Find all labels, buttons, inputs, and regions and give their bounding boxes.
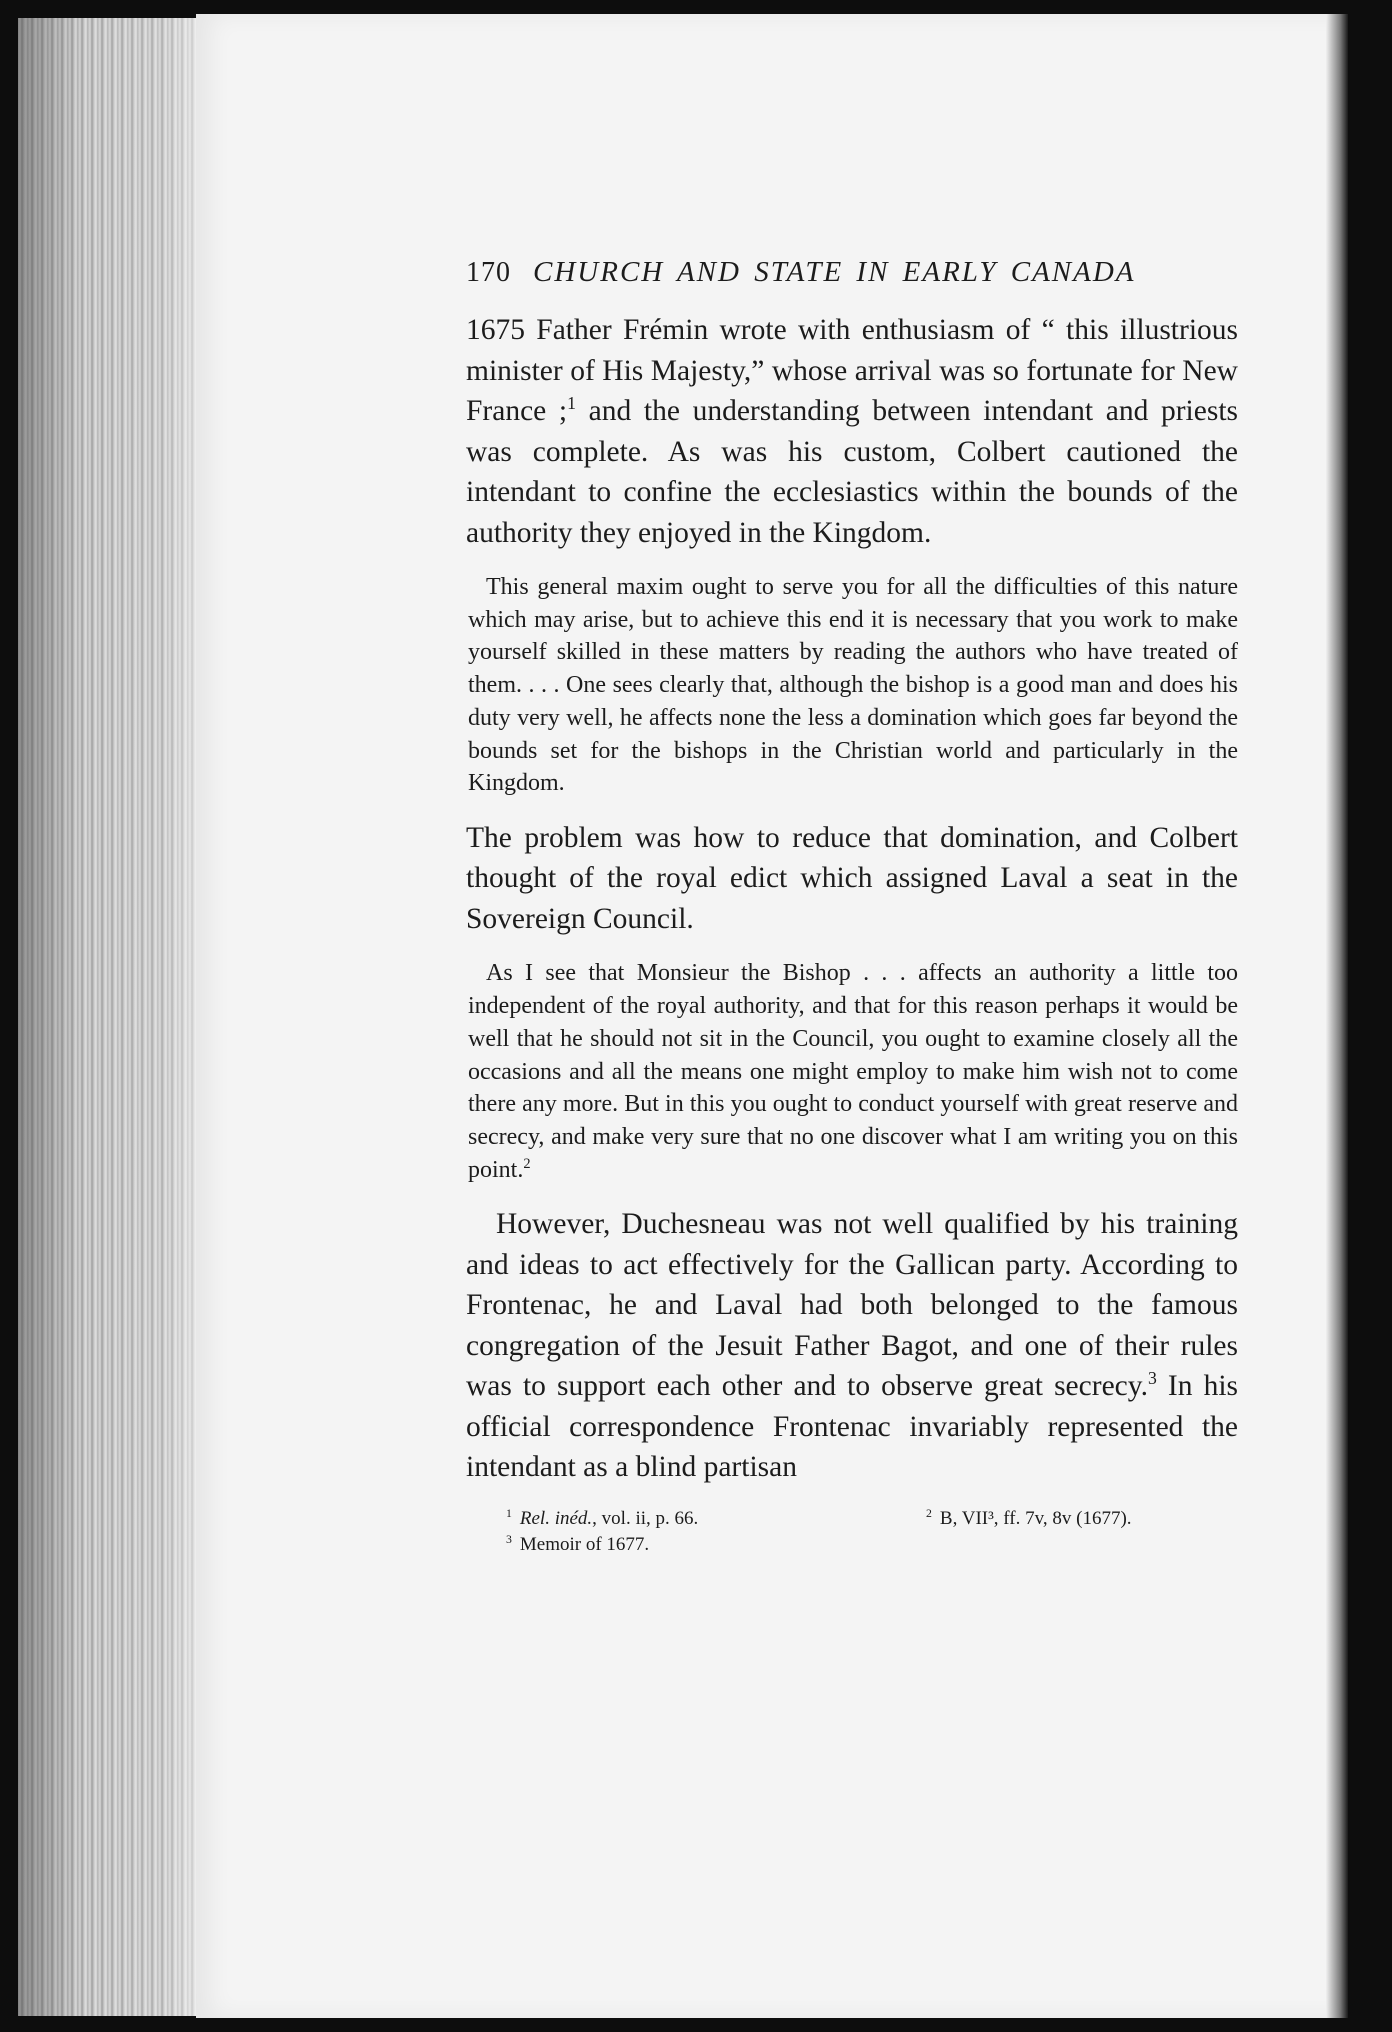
paragraph-3-text-b: In his official correspondence Frontenac invariably represented the intendant as a blind partisan <box>466 1370 1239 1484</box>
footnote-1 <box>466 1506 886 1532</box>
footnote-ref-1: 1 <box>567 393 576 414</box>
footnote-3-mark: 3 <box>506 1532 512 1546</box>
footnote-3 <box>466 1532 886 1558</box>
footnote-3-text: Memoir of 1677. <box>519 1533 650 1555</box>
page-number: 170 <box>466 257 511 288</box>
book-page-edges <box>18 18 200 2016</box>
footnotes <box>466 1506 1238 1558</box>
block-quote-1: This general maxim ought to serve you for all the difficulties of this nature which may arise, but to achieve this end it is necessary that you work to make yourself skilled in these matters by reading the authors who have treated of them. . . . One sees clearly that, although the bishop is a good man and does his duty very well, he affects none the less a domination which goes far beyond the bounds set for the bishops in the Christian world and particularly in the Kingdom. <box>468 574 1238 797</box>
footnote-ref-3: 3 <box>1147 1368 1157 1389</box>
paragraph-3-text-a: However, Duchesneau was not well qualified by his training and ideas to act effectively for the Gallican party. According to Frontenac, he and Laval had both belonged to the famous congregation of the Jesuit Father Bagot, and one of their rules was to support each other and to observe great secrecy. <box>466 1208 1238 1403</box>
footnote-1-mark: 1 <box>506 1506 512 1520</box>
block-quote-2-text: As I see that Monsieur the Bishop . . . affects an authority a little too independent of the royal authority, and that for this reason perhaps it would be well that he should not sit in the Council, you ought to examine closely all the occasions and all the means one might employ to make him wish not to come there any more. But in this you ought to conduct yourself with great reserve and secrecy, and make very sure that no one discover what I am writing you on this point. <box>468 960 1238 1183</box>
footnote-2-text: B, VII³, ff. 7v, 8v (1677). <box>939 1507 1132 1529</box>
binding-shadow <box>1326 14 1348 2018</box>
paragraph-1-text-a: 1675 Father Frémin wrote with enthusiasm of “ this illustrious minister of His Majesty,” whose arrival was so fortunate for New France ; <box>466 314 1238 427</box>
block-quote-2 <box>466 957 1238 1186</box>
paragraph-1-text-b: and the understanding between intendant and priests was complete. As was his custom, Colbert cautioned the intendant to confine the ecclesiastics within the bounds of the authority they enjoyed in the Kingdom. <box>466 395 1238 549</box>
footnote-1-text: , vol. ii, p. 66. <box>592 1507 699 1529</box>
footnote-1-italic: Rel. inéd. <box>519 1507 593 1529</box>
footnote-ref-2: 2 <box>523 1155 531 1172</box>
running-head <box>466 256 1238 300</box>
paragraph-3 <box>466 1204 1238 1488</box>
footnote-2-mark: 2 <box>926 1506 932 1520</box>
paragraph-1 <box>466 310 1238 553</box>
page-text <box>466 256 1238 1558</box>
footnote-2 <box>886 1506 1238 1532</box>
running-title: CHURCH AND STATE IN EARLY CANADA <box>533 256 1136 288</box>
paragraph-2: The problem was how to reduce that domination, and Colbert thought of the royal edict which assigned Laval a seat in the Sovereign Council. <box>466 821 1238 935</box>
